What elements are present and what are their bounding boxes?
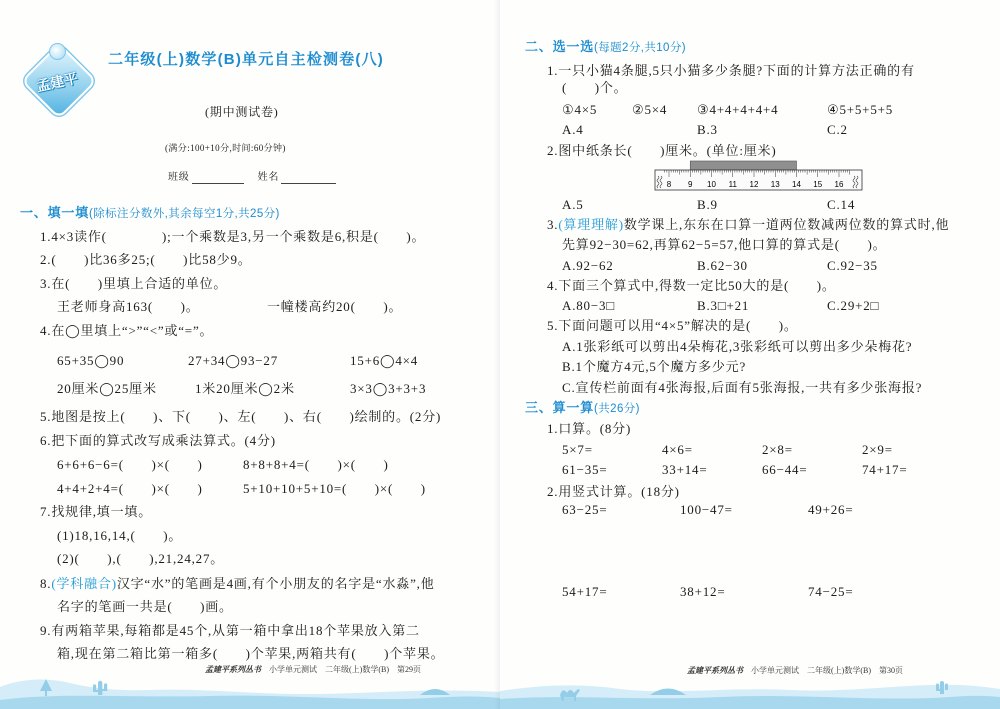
rewrite-item: 6+6+6−6=( )×( ) [57, 457, 203, 472]
section-2-note: (每题2分,共10分) [594, 42, 686, 54]
question-2-2: 2.图中纸条长( )厘米。(单位:厘米) [547, 143, 777, 158]
ruler-label: 16 [834, 180, 844, 189]
question-1-8-line-1 [40, 576, 435, 592]
footer-book: 二年级(上)数学(B) [325, 665, 389, 674]
question-2-3-line-1 [547, 217, 949, 233]
class-label: 班级 [168, 172, 190, 183]
mental-math-item: 4×6= [662, 442, 693, 457]
comparison-item: 1米20厘米◯2米 [195, 381, 295, 396]
option-b: B.1个魔方4元,5个魔方多少元? [562, 359, 747, 374]
rewrite-item: 5+10+10+5+10=( )×( ) [243, 481, 426, 496]
question-2-3-tag: (算理理解) [558, 217, 624, 232]
question-2-3-text: 数学课上,东东在口算一道两位数减两位数的算式时,他 [623, 217, 950, 232]
mental-math-item: 66−44= [762, 462, 808, 477]
hill-icon [420, 689, 450, 695]
option-b: B.3□+21 [697, 298, 750, 313]
section-2-title: 二、选一选 [525, 39, 595, 54]
option-c: C.2 [827, 122, 848, 137]
question-1-5: 5.地图是按上( )、下( )、左( )、右( )绘制的。(2分) [40, 409, 442, 424]
method-item: ④5+5+5+5 [827, 102, 894, 117]
question-1-4: 4.在◯里填上“>”“<”或“=”。 [40, 323, 214, 338]
ruler-label: 8 [666, 180, 672, 189]
ruler-label: 9 [688, 180, 693, 189]
section-3-note: (共26分) [594, 403, 640, 415]
question-1-3: 3.在( )里填上合适的单位。 [40, 276, 228, 291]
mental-math-item: 61−35= [562, 462, 608, 477]
option-b: B.9 [697, 197, 718, 212]
question-1-3-item: 王老师身高163( )。 [57, 299, 200, 314]
exam-title: 二年级(上)数学(B)单元自主检测卷(八) [108, 51, 385, 68]
footer-series: 孟建平系列丛书 [205, 665, 261, 674]
pattern-item: (1)18,16,14,( )。 [57, 528, 183, 543]
method-item: ①4×5 [562, 102, 598, 117]
comparison-item: 27+34◯93−27 [188, 353, 279, 368]
option-b: B.62−30 [697, 258, 748, 273]
ruler-label: 14 [792, 180, 801, 189]
option-a: A.1张彩纸可以剪出4朵梅花,3张彩纸可以剪出多少朵梅花? [562, 339, 913, 354]
logo-badge-icon [49, 43, 66, 60]
section-3-heading [525, 400, 640, 417]
question-2-5: 5.下面问题可以用“4×5”解决的是( )。 [547, 318, 798, 333]
question-1-9-line-2: 箱,现在第二箱比第一箱多( )个苹果,两箱共有( )个苹果。 [57, 646, 445, 661]
footer-test: 小学单元测试 [751, 666, 799, 675]
question-1-1: 1.4×3读作( );一个乘数是3,另一个乘数是6,积是( )。 [40, 229, 426, 244]
logo-text: 孟建平 [35, 70, 80, 96]
option-b: B.3 [697, 122, 718, 137]
comparison-item: 15+6◯4×4 [350, 353, 419, 368]
question-1-2: 2.( )比36多25;( )比58少9。 [40, 252, 252, 267]
option-a: A.5 [562, 197, 584, 212]
mental-math-item: 2×8= [762, 442, 793, 457]
decorative-landscape-band [500, 675, 1000, 709]
mental-math-item: 2×9= [862, 442, 893, 457]
section-1-title: 一、填一填 [20, 205, 90, 220]
rewrite-item: 8+8+8+4=( )×( ) [243, 457, 389, 472]
question-1-9-line-1: 9.有两箱苹果,每箱都是45个,从第一箱中拿出18个苹果放入第二 [40, 623, 420, 638]
name-label: 姓名 [257, 172, 280, 183]
section-1-heading [20, 205, 280, 222]
ruler-label: 11 [728, 180, 737, 189]
ruler-body [655, 170, 862, 190]
ruler-label: 15 [813, 180, 823, 189]
ruler-label: 12 [749, 180, 759, 189]
ruler [650, 158, 868, 192]
mental-math-item: 5×7= [562, 442, 593, 457]
question-1-8-line-2: 名字的笔画一共是( )画。 [57, 599, 233, 614]
vertical-calc-item: 63−25= [562, 502, 608, 517]
question-1-7: 7.找规律,填一填。 [40, 504, 152, 519]
question-2-1-line-2: ( )个。 [562, 80, 628, 95]
method-item: ③4+4+4+4+4 [697, 102, 779, 117]
question-2-3-number: 3. [547, 217, 559, 232]
ruler-label: 10 [707, 180, 716, 189]
comparison-item: 65+35◯90 [57, 353, 125, 368]
vertical-calc-item: 54+17= [562, 584, 608, 599]
student-info-row [168, 171, 350, 184]
paper-strip [690, 161, 796, 170]
footer-test: 小学单元测试 [269, 665, 317, 674]
section-2-heading [525, 39, 686, 56]
mental-math-item: 33+14= [662, 462, 708, 477]
pattern-item: (2)( ),( ),21,24,27。 [57, 551, 225, 566]
question-1-8-number: 8. [40, 576, 52, 591]
mental-math-item: 74+17= [862, 462, 908, 477]
footer-page-number: 第29页 [397, 665, 421, 674]
class-blank [192, 172, 244, 184]
question-1-8-tag: (学科融合) [51, 576, 117, 591]
publisher-logo [18, 42, 96, 116]
question-1-3-item: 一幢楼高约20( )。 [267, 299, 403, 314]
page-footer [205, 665, 421, 675]
question-1-6: 6.把下面的算式改写成乘法算式。(4分) [40, 433, 276, 448]
question-2-4: 4.下面三个算式中,得数一定比50大的是( )。 [547, 278, 836, 293]
vertical-calc-item: 38+12= [680, 584, 726, 599]
vertical-calc-item: 100−47= [680, 502, 733, 517]
comparison-item: 3×3◯3+3+3 [350, 381, 427, 396]
option-c: C.92−35 [827, 258, 878, 273]
vertical-calc-item: 49+26= [808, 502, 854, 517]
option-a: A.4 [562, 122, 584, 137]
option-c: C.14 [827, 197, 856, 212]
decorative-landscape-band [0, 675, 500, 709]
ruler-label: 13 [770, 180, 780, 189]
option-a: A.80−3□ [562, 298, 615, 313]
rewrite-item: 4+4+2+4=( )×( ) [57, 481, 203, 496]
question-3-2: 2.用竖式计算。(18分) [547, 484, 680, 499]
section-1-note: (除标注分数外,其余每空1分,共25分) [89, 208, 280, 220]
option-c: C.29+2□ [827, 298, 880, 313]
right-page [500, 0, 1000, 709]
exam-subtitle: (期中测试卷) [205, 105, 279, 119]
option-c: C.宣传栏前面有4张海报,后面有5张海报,一共有多少张海报? [562, 380, 923, 395]
vertical-calc-item: 74−25= [808, 584, 854, 599]
footer-book: 二年级(上)数学(B) [807, 666, 871, 675]
section-3-title: 三、算一算 [525, 400, 595, 415]
comparison-item: 20厘米◯25厘米 [57, 381, 157, 396]
question-2-3-line-2: 先算92−30=62,再算62−5=57,他口算的算式是( )。 [562, 237, 887, 252]
question-3-1: 1.口算。(8分) [547, 421, 632, 436]
hill-icon [650, 689, 686, 696]
footer-page-number: 第30页 [879, 666, 903, 675]
option-a: A.92−62 [562, 258, 614, 273]
name-blank [281, 172, 336, 184]
question-1-8-text: 汉字“水”的笔画是4画,有个小朋友的名字是“水淼”,他 [116, 576, 435, 591]
question-2-1-line-1: 1.一只小猫4条腿,5只小猫多少条腿?下面的计算方法正确的有 [547, 63, 915, 78]
footer-series: 孟建平系列丛书 [687, 666, 743, 675]
method-item: ②5×4 [632, 102, 668, 117]
exam-info: (满分:100+10分,时间:60分钟) [165, 143, 286, 153]
